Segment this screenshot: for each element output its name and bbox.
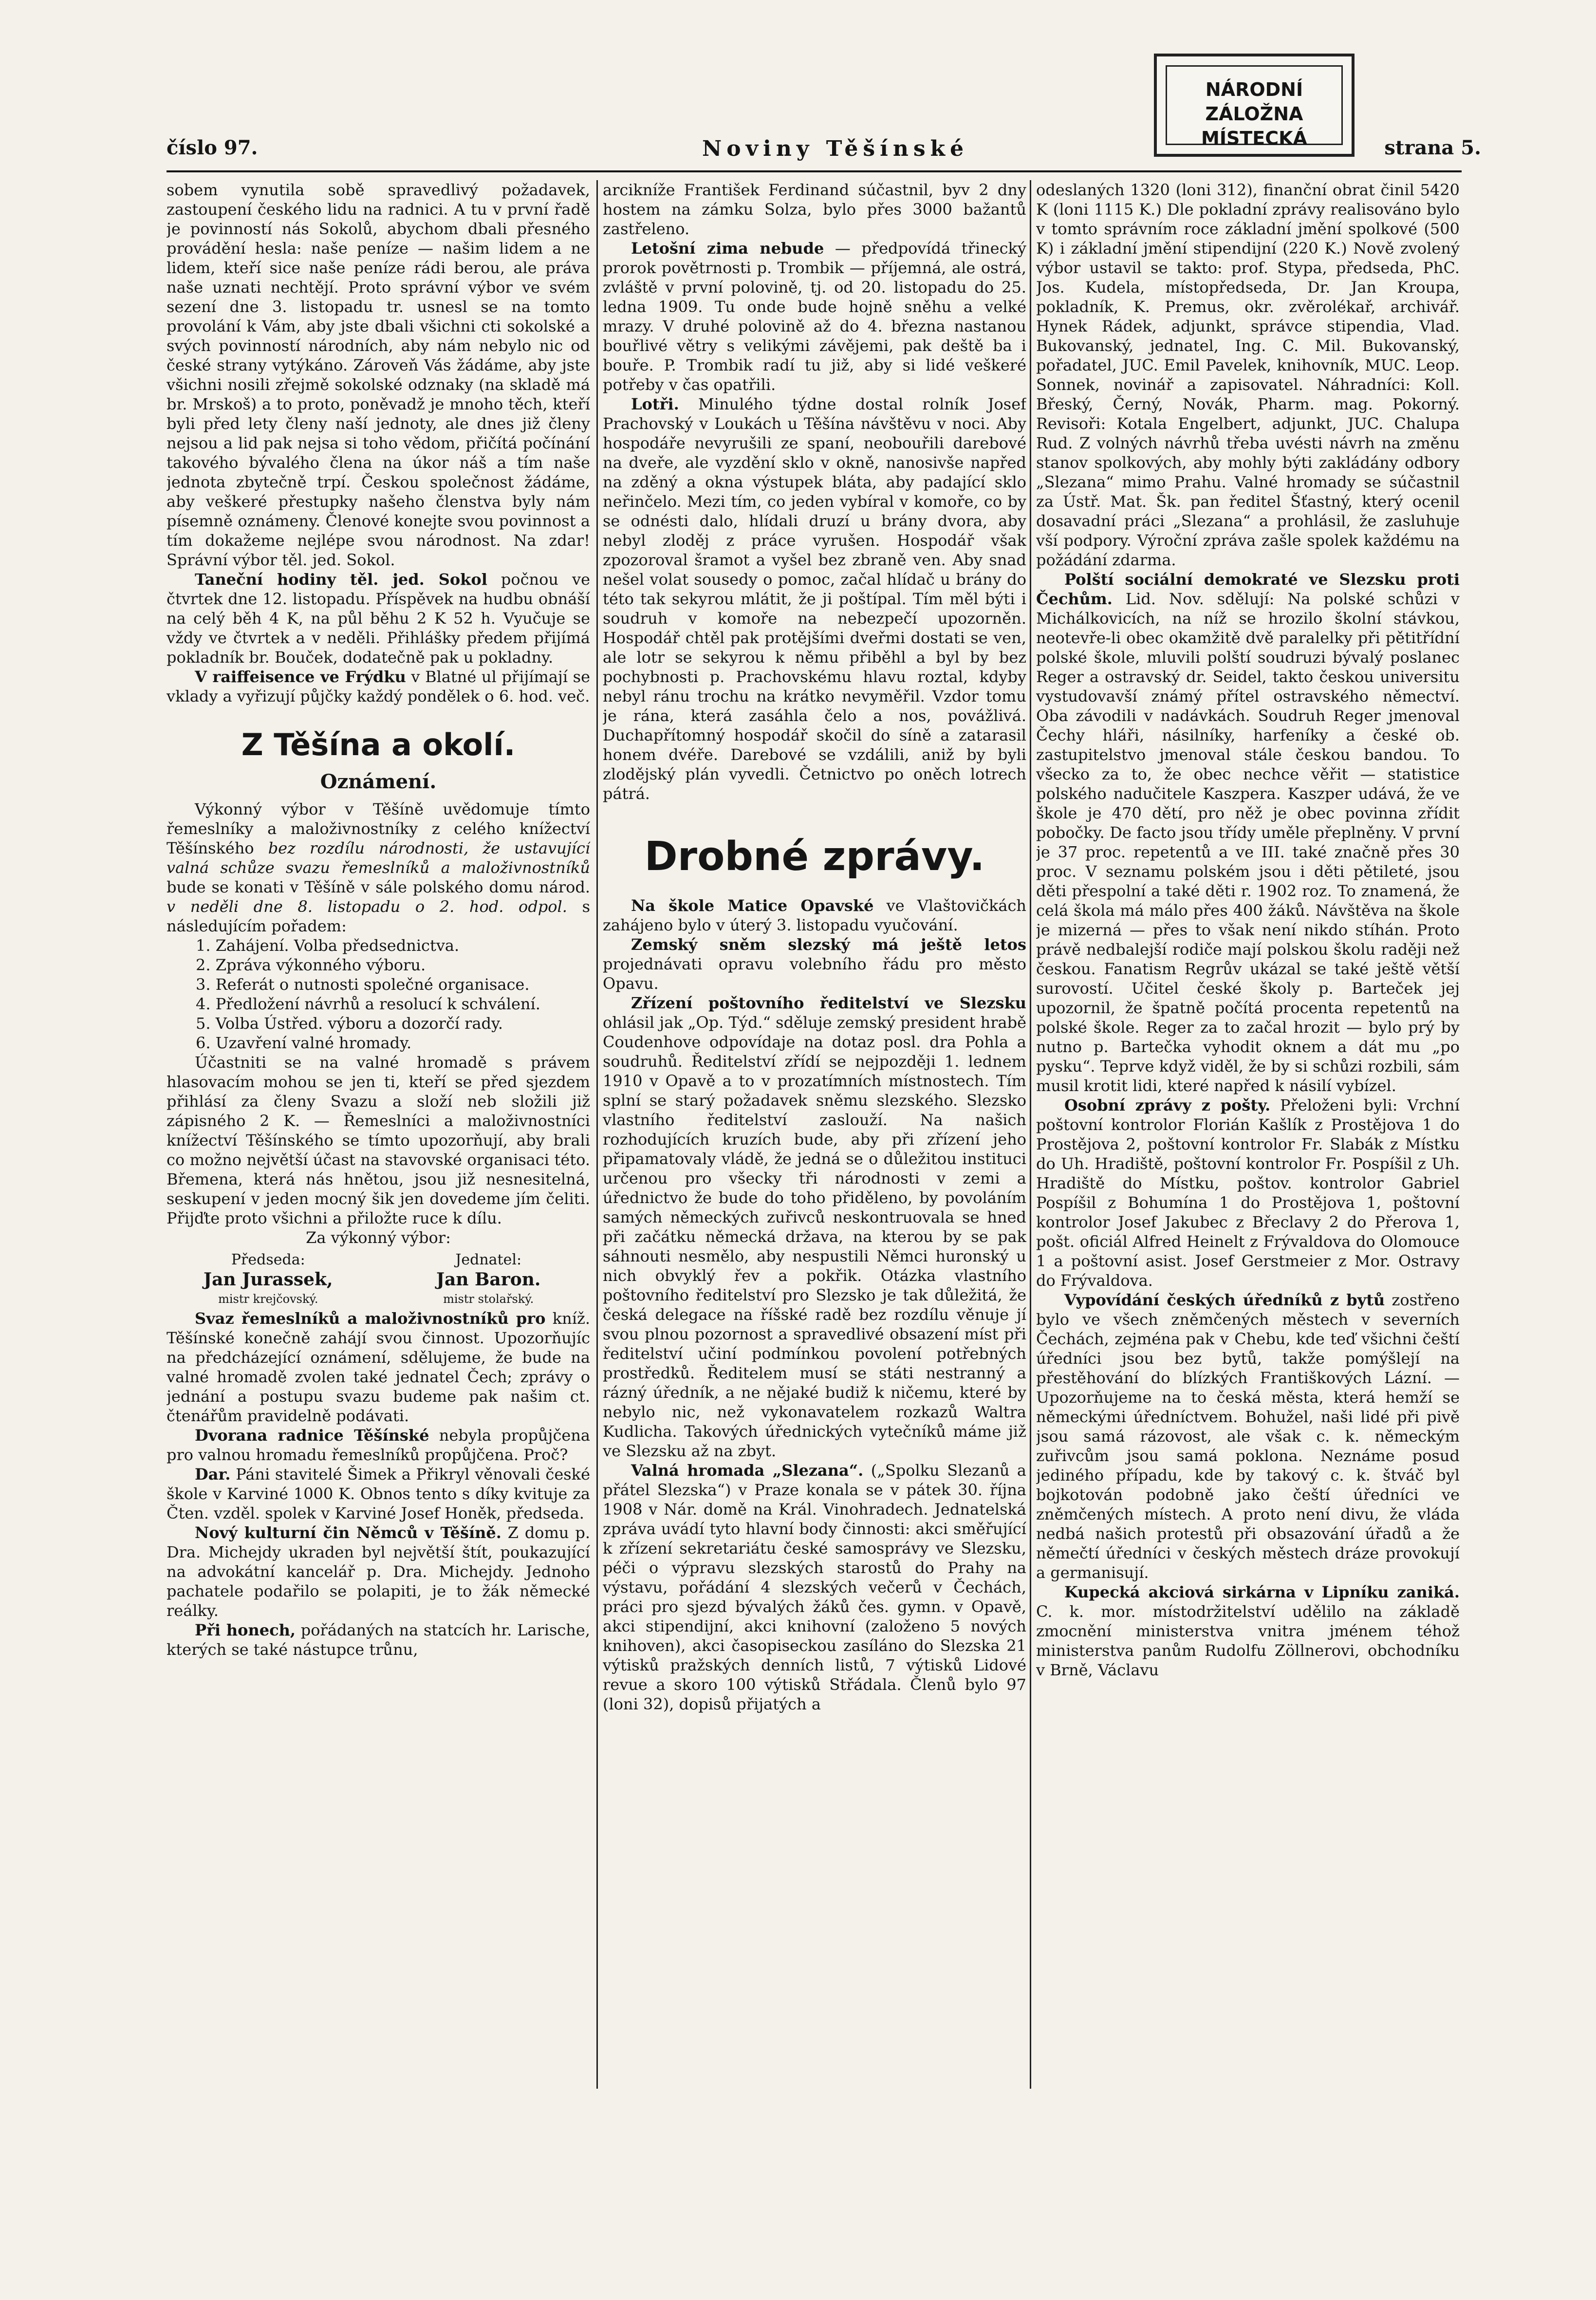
postal-directorate-text: ohlásil jak „Op. Týd.“ sděluje zemský president hrabě Coudenhove odpovídaje na dotaz posl. dra Pohla a soudruhů. Ředitelství zřídí se nejpozději 1. lednem 1910 v Opavě a to v prozatímních místnostech. Tím splní se starý požadavek sněmu slezského. Slezsko vlastního ředitelství zaslouží. Na našich rozhodujících kruzích bude, aby při zřízení jeho připamatovaly vládě, že jedná se o důležitou instituci určenou pro všecky tři národnosti v zemi a úřednictvo že bude do toho přiděleno, by povoláním samých německých zuřivců neskontruovala se hned při začátku německá država, na kterou by se pak sáhnouti nesmělo, aby nespustili Němci huronský u nich obvyklý řev a pokřik. Otázka vlastního poštovního ředitelství pro Slezsko je tak důležitá, že česká delegace na říšské radě bez rozdílu věnuje jí svou plnou pozornost a spravedlivé obsazení míst při ředitelství učiní podmínkou povolení potřebných prostředků. Ředitelem musí se státi nestranný a rázný úředník, a ne nějaké budiž k ničemu, které by nebylo nic, než vykonavatelem rozkazů Waltra Kudlicha. Takových úřednických vytečníků máme již ve Slezsku až na zbyt. [603,1013,1026,1460]
winter-notice [603,239,1026,394]
issue-number: číslo 97. [167,136,258,159]
evictions-text: zostřeno bylo ve všech zněmčených městech v severních Čechách, zejména pak v Chebu, kde teď všichni čeští úředníci jsou bez bytů, takže pomýšlejí na přestěhování do blízkých Františkových Lázní. — Upozorňujeme na to česká města, která hemží se německými úředníctvem. Bohužel, naši lidé při pivě jsou samá rázovost, ale však c. k. německým zuřivcům jsou samá poklona. Neznáme posud jediného případu, kde by takový c. k. štváč byl bojkotován podobně jako čeští úředníci ve zněmčených místech. A proto není divu, že vláda nedbá našich protestů při obsazování úřadů a že němečtí úředníci v českých městech dráze provokují a germanisují. [1036,1291,1460,1582]
match-factory-text: C. k. mor. místodržitelství udělilo na základě zmocnění ministerstva vnitra jménem téhož ministerstva panům Rudolfu Zöllnerovi, obchodníku v Brně, Václavu [1036,1602,1460,1679]
chairman-role: Předseda: [231,1251,305,1268]
chairman-name: Jan Jurassek, [204,1269,333,1290]
cultural-deed-text: Z domu p. Dra. Michejdy ukraden byl největší štít, poukazující na advokátní kancelář p. Dra. Michejdy. Jednoho pachatele podařilo se polapiti, je to žák německé reálky. [167,1523,590,1620]
newspaper-title: Noviny Těšínské [702,136,969,161]
union-notice [167,1309,590,1426]
raiffeisen-heading: V raiffeisence ve Frýdku [195,668,406,686]
agenda-item: 5. Volba Ústřed. výboru a dozorčí rady. [196,1014,503,1033]
raiffeisen-notice [167,667,590,706]
match-factory-notice [1036,1582,1460,1680]
diet-notice [603,935,1026,993]
announcement-text-c: s následujícím pořadem: [167,897,590,935]
announcement-text-b: bude se konati v Těšíně v sále polského domu národ. [167,878,590,896]
hunting-continued: arcikníže František Ferdinand súčastnil, byv 2 dny hostem na zámku Solza, bylo přes 3000 bažantů zastřeleno. [603,181,1026,238]
page-number: strana 5. [1384,136,1481,159]
match-factory-heading: Kupecká akciová sirkárna v Lipníku zaniká. [1064,1583,1460,1601]
thieves-text: Minulého týdne dostal rolník Josef Prachovský v Loukách u Těšína návštěvu v noci. Aby hospodáře nevyrušili ze spaní, neobouřili darebové na dveře, ale vyzdění sklo v okně, nanosivše napřed na zděný a okna výstupek bláta, aby padající sklo neřinčelo. Mezi tím, co jeden vybíral v komoře, co by se odnésti dalo, hlídali druzí u brány dvora, aby nebyl zloděj z práce vyrušen. Hospodář však zpozoroval šramot a vyšel bez zbraně ven. Aby snad nešel volat sousedy o pomoc, začal hlídač u brány do této tak sekyrou mlátit, že ji poštípal. Tím měl býti i soudruh v komoře na nebezpečí upozorněn. Hospodář chtěl pak protějšími dveřmi dostati se ven, ale lotr se sekyrou k němu přiběhl a byl by bez pochybnosti p. Prachovskému hlavu roztal, kdyby nebyl ránu trochu na krátko nevyměřil. Vzdor tomu je rána, která zasáhla čelo a nos, povážlivá. Duchapřítomný hospodář skočil do síně a zatarasil honem dvéře. Darebové se vzdálili, aniž by byli zlodějský plán vyvedli. Četnictvo po oněch lotrech pátrá. [603,395,1026,803]
announcement-intro [167,799,590,936]
town-hall-notice [167,1426,590,1465]
subheading-announcement: Oznámení. [320,770,437,793]
cultural-deed-notice [167,1523,590,1620]
sokol-proclamation: sobem vynutila sobě spravedlivý požadavek, zastoupení českého lidu na radnici. A tu v první řadě je povinností nás Sokolů, abychom dbali přesného provádění hesla: naše peníze — našim lidem a ne lidem, kteří sice naše peníze rádi berou, ale práva naše uznati nechtějí. Proto správní výbor ve svém sezení dne 3. listopadu tr. usnesl se na tomto provolání k Vám, aby jste dbali všichni cti sokolské a svých povinností národních, aby nám nebylo nic od české strany vytýkáno. Zároveň Vás žádáme, aby jste všichni nosili zřejmě sokolské odznaky (na skladě má br. Mrskoš) a to proto, poněvadž je mnoho těch, kteří byli před lety členy naší jednoty, ale dnes již členy nejsou a lid pak nejsa si toho vědom, přičítá počínání takového bývalého člena na úkor náš a tím naše jednota zbytečně trpí. Českou společnost žádáme, aby veškeré přestupky našeho členstva byly nám písemně oznámeny. Členové konejte svou povinnost a tím dokažeme nejlépe svou národnost. Na zdar! Správní výbor těl. jed. Sokol. [167,181,590,569]
signature-block [167,1250,590,1309]
column-1 [167,180,590,2089]
dance-lessons-notice [167,570,590,667]
column-divider-2 [1030,180,1031,2089]
slezan-heading: Valná hromada „Slezana“. [631,1461,864,1480]
header-rule [167,170,1462,172]
diet-heading: Zemský sněm slezský má ještě letos [631,935,1026,954]
column-3 [1036,180,1460,2089]
union-text: kníž. Těšínské konečně zahájí svou činnost. Upozorňujíc na předcházející oznámení, sdělujeme, že bude na valné hromadě zvolen také jednatel Čech; zprávy o jednání a postupu svazu budeme pak našim ct. čtenářům pravidelně podávati. [167,1309,590,1425]
slezan-notice [603,1461,1026,1714]
diet-text: projednávati opravu volebního řádu pro město Opavu. [603,955,1026,993]
announcement-italic-b: v neděli dne 8. listopadu o 2. hod. odpol. [167,897,567,916]
agenda-item: 3. Referát o nutnosti společné organisace. [196,975,530,994]
dance-lessons-heading: Taneční hodiny těl. jed. Sokol [195,570,487,589]
signature-intro: Za výkonný výbor: [306,1228,451,1247]
union-heading: Svaz řemeslníků a maloživnostníků pro [195,1309,546,1328]
column-2 [603,180,1026,2089]
gift-heading: Dar. [195,1465,231,1484]
hunting-notice [167,1620,590,1659]
secretary-name: Jan Baron. [436,1269,541,1290]
polish-socialists-text: Lid. Nov. sdělují: Na polské schůzi v Michálkovicích, na níž se hrozilo školní stávkou, neotevře-li obec okamžitě dvě paralelky při pětitřídní polské škole, mluvili polští soudruzi bývalý poslanec Reger a ostravský dr. Seidel, takto českou universitu vystudovavší známý přítel ostravského němectví. Oba závodili v nadávkách. Soudruh Reger jmenoval Čechy hláři, násilníky, harfeníky a české ob. zastupitelstvo jmenoval stále českou bandou. To všecko za to, že obec nechce věřit — statistice polského nadučitele Kaszpera. Kaszper udává, že ve škole je 470 dětí, pro něž je obec povinna zřídit pobočky. De facto jsou třídy uměle přeplněny. V první je 37 proc. repetentů a ve III. také značně přes 30 proc. V seznamu polském jsou i děti pětileté, jsou děti přespolní a také děti r. 1902 roz. To znamená, že celá škola má málo přes 400 žáků. Návštěva na škole je mizerná — přes to však není nikdo stíhán. Proto právě nedbalejší rodiče mají polskou školu raději než českou. Fanatism Regrův ukázal se také ještě větší surovostí. Učitel české školy p. Barteček jej upozornil, že špatně počítá procenta repetentů na polské škole. Reger za to začal hrozit — bylo prý by nutno p. Bartečka vyhodit oknem a dát mu „po pysku“. Teprve když viděl, že by si schůzi rozbili, sám musil krotit lidi, které napřed k násilí vybízel. [1036,590,1460,1095]
stamp-line1: NÁRODNÍ ZÁLOŽNA [1205,79,1303,125]
gift-notice [167,1465,590,1523]
agenda-list [167,936,590,1053]
agenda-item: 1. Zahájení. Volba předsednictva. [196,936,460,955]
winter-text: — předpovídá třinecký prorok povětrnosti p. Trombik — příjemná, ale ostrá, zvláště v první polovině, tj. od 20. listopadu do 25. ledna 1909. Tu onde bude hojně sněhu a velké mrazy. V druhé polovině až do 4. března nastanou bouřlivé větry s velikými závějemi, pak deště ba i bouře. P. Trombik radí tu již, aby si lidé veškeré potřeby v čas opatřili. [603,239,1026,394]
dance-lessons-text: počnou ve čtvrtek dne 12. listopadu. Příspěvek na hudbu obnáší na celý běh 4 K, na půl běhu 2 K 52 h. Vyučuje se vždy ve čtvrtek a v neděli. Přihlášky předem přijímá pokladník br. Bouček, dodatečně pak u pokladny. [167,570,590,667]
announcement-italic-a: bez rozdílu národnosti, že ustavující valná schůze svazu řemeslníků a maloživnostníků [167,839,590,877]
chairman-title: mistr krejčovský. [218,1292,318,1306]
page-header [167,136,1481,166]
agenda-item: 4. Předložení návrhů a resolucí k schválení. [196,995,540,1013]
agenda-item: 6. Uzavření valné hromady. [196,1034,412,1052]
evictions-notice [1036,1290,1460,1582]
hunting-text: pořádaných na statcích hr. Larische, kterých se také nástupce trůnu, [167,1621,590,1659]
slezan-continued: odeslaných 1320 (loni 312), finanční obrat činil 5420 K (loni 1115 K.) Dle pokladní zprávy realisováno bylo v tomto správním roce základní jmění spolkové (500 K) i základní jmění stipendijní (220 K.) Nově zvolený výbor ustavil se takto: prof. Stypa, předseda, PhC. Jos. Kudela, místopředseda, Dr. Jan Kroupa, pokladník, K. Premus, okr. zvěrolékař, archivář. Hynek Rádek, adjunkt, správce stipendia, Vlad. Bukovanský, jednatel, Ing. C. Mil. Bukovanský, pořadatel, JUC. Emil Pavelek, knihovník, MUC. Leop. Sonnek, novinář a zapisovatel. Náhradníci: Koll. Břeský, Černý, Novák, Pharm. mag. Pokorný. Revisoři: Kotala Engelbert, adjunkt, JUC. Chalupa Rud. Z volných návrhů třeba uvésti návrh na změnu stanov spolkových, aby mohly býti zakládány odbory „Slezana“ mimo Prahu. Valné hromady se súčastnil za Ústř. Mat. Šk. pan ředitel Šťastný, který ocenil dosavadní práci „Slezana“ a prohlásil, že zasluhuje vší podpory. Výroční zpráva zašle spolek každému na požádání zdarma. [1036,181,1460,569]
school-heading: Na škole Matice Opavské [631,896,874,915]
secretary-role: Jednatel: [455,1251,522,1268]
section-heading-short-news: Drobné zprávy. [644,834,985,880]
slezan-text: („Spolku Slezanů a přátel Slezska“) v Praze konala se v pátek 30. října 1908 v Nár. domě na Král. Vinohradech. Jednatelská zpráva uvádí tyto hlavní body činnosti: akci směřující k zřízení sekretariátu české samosprávy ve Slezsku, péči o výpravu slezských starostů do Prahy na výstavu, pořádání 4 slezských večerů v Čechách, práci pro sjezd bývalých žáků čes. gymn. v Opavě, akci stipendijní, akci knihovní (založeno 5 nových knihoven), akci časopiseckou zasíláno do Slezska 21 výtisků pražských denních listů, 7 výtisků Lidové revue a skoro 100 výtisků Střádala. Členů bylo 97 (loni 32), dopisů přijatých a [603,1461,1026,1713]
postal-directorate-notice [603,993,1026,1461]
thieves-notice [603,394,1026,803]
school-notice [603,896,1026,935]
secretary-title: mistr stolařský. [443,1292,534,1306]
postal-personnel-notice [1036,1095,1460,1290]
winter-heading: Letošní zima nebude [631,239,824,258]
polish-socialists-heading: Polští sociální demokraté ve Slezsku proti Čechům. [1036,570,1460,608]
gift-text: Páni stavitelé Šimek a Přikryl věnovali české škole v Karviné 1000 K. Obnos tento s díky kvituje za Čten. vzděl. spolek v Karviné Josef Honěk, předseda. [167,1465,590,1522]
postal-personnel-text: Přeloženi byli: Vrchní poštovní kontrolor Florián Kašlík z Prostějova 1 do Prostějova 2, poštovní kontrolor Fr. Slabák z Místku do Uh. Hradiště, poštovní kontrolor Fr. Pospíšil z Uh. Hradiště do Místku, poštov. kontrolor Gabriel Pospíšil z Bohumína 1 do Prostějova 1, poštovní kontrolor Josef Jakubec z Břeclavy 2 do Přerova 1, pošt. oficiál Alfred Heinelt z Frývaldova do Olomouce 1 a poštovní asist. Josef Gerstmeier z Mor. Ostravy do Frývaldova. [1036,1096,1460,1290]
school-text: ve Vlaštovičkách zahájeno bylo v úterý 3. listopadu vyučování. [603,896,1026,934]
postal-directorate-heading: Zřízení poštovního ředitelství ve Slezsku [631,994,1026,1012]
town-hall-text: nebyla propůjčena pro valnou hromadu řemeslníků propůjčena. Proč? [167,1426,590,1464]
thieves-heading: Lotři. [631,395,679,413]
stamp-line2: MÍSTECKÁ [1201,128,1307,149]
hunting-heading: Při honech, [195,1621,296,1639]
column-divider-1 [596,180,598,2089]
evictions-heading: Vypovídání českých úředníků z bytů [1064,1291,1385,1309]
announcement-text-a: Výkonný výbor v Těšíně uvědomuje tímto řemeslníky a maloživnostníky z celého knížectví Těšínského [167,800,590,857]
agenda-item: 2. Zpráva výkonného výboru. [196,956,426,974]
participation-text: Účastniti se na valné hromadě s právem hlasovacím mohou se jen ti, kteří se před sjezdem přihlásí za členy Svazu a složí neb složili již zápisného 2 K. — Řemeslníci a maloživnostníci knížectví Těšínského se tímto upozorňují, aby brali co možno největší účast na stavovské organisaci této. Břemena, která nás hnětou, jsou již nesnesitelná, seskupení v jeden mocný šik jen dovedeme jím čeliti. Přijďte proto všichni a přiložte ruce k dílu. [167,1053,590,1227]
postal-personnel-heading: Osobní zprávy z pošty. [1064,1096,1271,1114]
section-heading-tesin: Z Těšína a okolí. [241,727,516,762]
raiffeisen-text: v Blatné ul přijímají se vklady a vyřizují půjčky každý pondělek o 6. hod. več. [167,668,590,705]
town-hall-heading: Dvorana radnice Těšínské [195,1426,429,1445]
polish-socialists-notice [1036,570,1460,1095]
cultural-deed-heading: Nový kulturní čin Němců v Těšíně. [195,1523,501,1542]
